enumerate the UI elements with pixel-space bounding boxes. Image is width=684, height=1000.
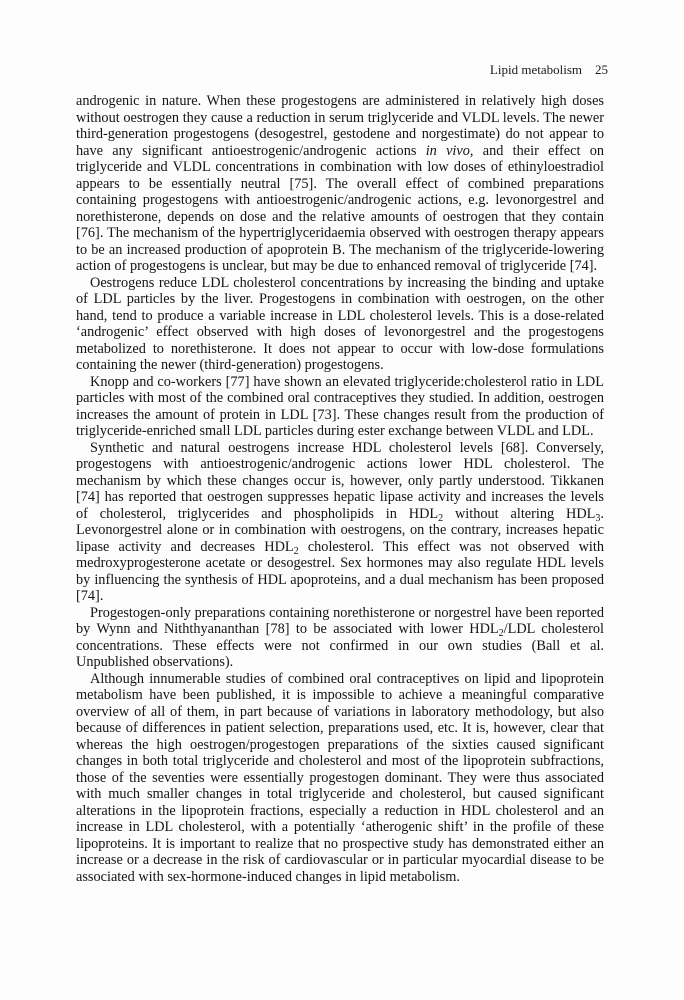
paragraph: Synthetic and natural oestrogens increase HDL cholesterol levels [68]. Conversely, progestogens with antioestrogenic/androgenic actions lower HDL cholesterol. The mechanism by which these changes occur is, however, only partly understood. Tikkanen [74] has reported that oestrogen suppresses hepatic lipase activity and increases the levels of cholesterol, triglycerides and phospholipids in $HDL_2$ without altering $HDL_3$. Levonorgestrel alone or in combination with oestrogens, on the contrary, increases hepatic lipase activity and decreases $HDL_2$ cholesterol. This effect was not observed with medroxyprogesterone acetate or desogestrel. Sex hormones may also regulate HDL levels by influencing the synthesis of HDL apoproteins, and a dual mechanism has been proposed [74].	[76, 439, 605, 604]
paragraph: Oestrogens reduce LDL cholesterol concentrations by increasing the binding and uptake of LDL particles by the liver. Progestogens in combination with oestrogen, on the other hand, tend to produce a variable increase in LDL cholesterol levels. This is a dose-related ‘androgenic’ effect observed with high doses of levonorgestrel and the progestogens metabolized to norethisterone. It does not appear to occur with low-dose formulations containing the newer (third-generation) progestogens.	[76, 274, 604, 373]
running-head	[490, 62, 608, 78]
paragraph: Although innumerable studies of combined oral contraceptives on lipid and lipoprotein metabolism have been published, it is impossible to achieve a meaningful comparative overview of all of them, in part because of variations in laboratory methodology, but also because of differences in patient selection, preparations used, etc. It is, however, clear that whereas the high oestrogen/progestogen preparations of the sixties caused significant changes in both total triglyceride and cholesterol and most of the lipoprotein subfractions, those of the seventies were essentially progestogen dominant. They were thus associated with much smaller changes in total triglyceride and cholesterol, but caused significant alterations in the lipoprotein fractions, especially a reduction in HDL cholesterol and an increase in LDL cholesterol, with a potentially ‘atherogenic shift’ in the profile of these lipoproteins. It is important to realize that no prospective study has demonstrated either an increase or a decrease in the risk of cardiovascular or in particular myocardial disease to be associated with sex-hormone-induced changes in lipid metabolism.	[76, 670, 604, 885]
paragraph: Knopp and co-workers [77] have shown an elevated triglyceride:cholesterol ratio in LDL particles with most of the combined oral contraceptives they studied. In addition, oestrogen increases the amount of protein in LDL [73]. These changes result from the production of triglyceride-enriched small LDL particles during ester exchange between VLDL and LDL.	[76, 373, 604, 439]
paragraph: androgenic in nature. When these progestogens are administered in relatively high doses without oestrogen they cause a reduction in serum triglyceride and VLDL levels. The newer third-generation progestogens (desogestrel, gestodene and norgestimate) do not appear to have any significant antioestrogenic/androgenic actions in vivo, and their effect on triglyceride and VLDL concentrations in combination with low doses of ethinyloestradiol appears to be essentially neutral [75]. The overall effect of combined preparations containing progestogens with antioestrogenic/androgenic actions, e.g. levonorgestrel and norethisterone, depends on dose and the relative amounts of oestrogen that they contain [76]. The mechanism of the hypertriglyceridaemia observed with oestrogen therapy appears to be an increased production of apoprotein B. The mechanism of the triglyceride-lowering action of progestogens is unclear, but may be due to enhanced removal of triglyceride [74].	[76, 93, 604, 274]
page-number: 25	[595, 62, 608, 77]
paragraph: Progestogen-only preparations containing norethisterone or norgestrel have been reported by Wynn and Niththyananthan [78] to be associated with lower $HDL_2$/LDL cholesterol concentrations. These effects were not confirmed in our own studies (Ball et al. Unpublished observations).	[76, 604, 605, 670]
body-text	[76, 93, 604, 885]
running-title: Lipid metabolism	[489, 62, 582, 77]
